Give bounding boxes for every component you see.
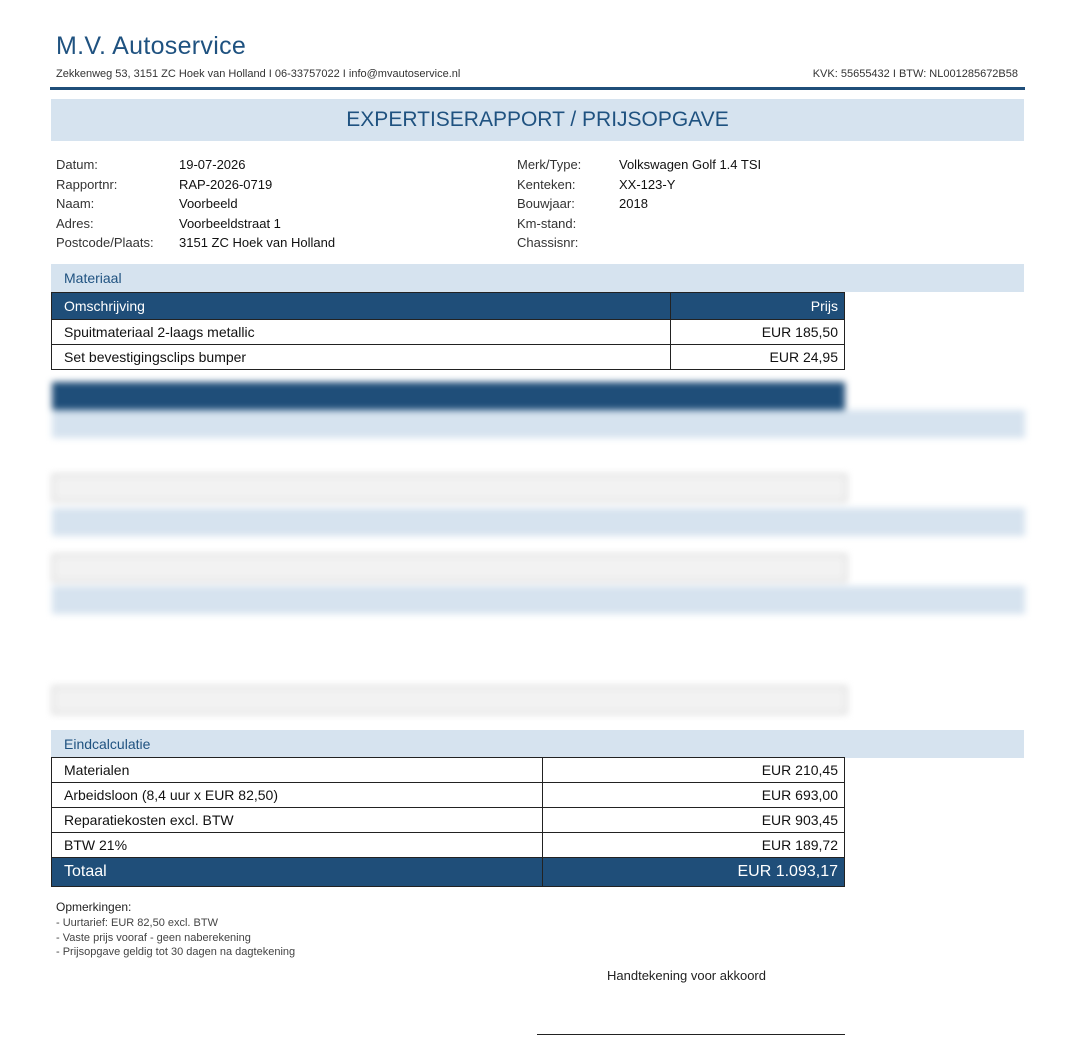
- total-row: [52, 858, 845, 887]
- info-value-naam: Voorbeeld: [179, 196, 238, 211]
- column-header-omschrijving: Omschrijving: [52, 293, 671, 320]
- blurred-total-row: [52, 554, 847, 582]
- table-row: [52, 783, 845, 808]
- blurred-section-bar: [52, 410, 1025, 438]
- blurred-content-region: [48, 380, 1028, 720]
- document-title: EXPERTISERAPPORT / PRIJSOPGAVE: [346, 108, 729, 131]
- signature-label: Handtekening voor akkoord: [607, 968, 766, 983]
- column-header-prijs: Prijs: [671, 293, 845, 320]
- company-address: Zekkenweg 53, 3151 ZC Hoek van Holland I 06-33757022 I info@mvautoservice.nl: [56, 68, 461, 80]
- materiaal-table: [51, 292, 845, 370]
- document-title-bar: [51, 99, 1024, 141]
- info-value-adres: Voorbeeldstraat 1: [179, 216, 281, 231]
- row-description: Set bevestigingsclips bumper: [52, 345, 671, 370]
- company-registration: KVK: 55655432 I BTW: NL001285672B58: [812, 68, 1018, 80]
- info-value-bouwjaar: 2018: [619, 196, 648, 211]
- calc-amount: EUR 210,45: [543, 758, 845, 783]
- row-description: Spuitmateriaal 2-laags metallic: [52, 320, 671, 345]
- calc-label: Arbeidsloon (8,4 uur x EUR 82,50): [52, 783, 543, 808]
- section-eindcalculatie: [51, 730, 1024, 758]
- section-materiaal: [51, 264, 1024, 292]
- info-label-kmstand: Km-stand:: [517, 216, 577, 231]
- blurred-total-row: [52, 474, 847, 502]
- section-title-eindcalculatie: Eindcalculatie: [64, 736, 151, 752]
- blurred-section-bar: [52, 586, 1025, 614]
- info-value-postcode: 3151 ZC Hoek van Holland: [179, 235, 336, 250]
- row-price: EUR 24,95: [671, 345, 845, 370]
- calc-amount: EUR 903,45: [543, 808, 845, 833]
- info-label-rapportnr: Rapportnr:: [56, 177, 118, 192]
- section-title-materiaal: Materiaal: [64, 270, 122, 286]
- remark-line: - Prijsopgave geldig tot 30 dagen na dagtekening: [56, 946, 296, 958]
- calc-label: BTW 21%: [52, 833, 543, 858]
- remarks-block: [56, 900, 295, 960]
- info-label-merk: Merk/Type:: [517, 157, 582, 172]
- info-value-rapportnr: RAP-2026-0719: [179, 177, 273, 192]
- info-label-naam: Naam:: [56, 196, 95, 211]
- calc-amount: EUR 189,72: [543, 833, 845, 858]
- company-name: M.V. Autoservice: [56, 32, 247, 60]
- calc-label: Reparatiekosten excl. BTW: [52, 808, 543, 833]
- info-value-merk: Volkswagen Golf 1.4 TSI: [619, 157, 762, 172]
- signature-line: [537, 1034, 845, 1035]
- info-label-bouwjaar: Bouwjaar:: [517, 196, 575, 211]
- info-label-postcode: Postcode/Plaats:: [56, 235, 154, 250]
- table-header-row: [52, 293, 845, 320]
- info-value-datum: 19-07-2026: [179, 157, 246, 172]
- total-amount: EUR 1.093,17: [543, 858, 845, 887]
- blurred-total-row: [52, 686, 847, 714]
- table-row: [52, 345, 845, 370]
- blurred-table-header: [52, 382, 845, 410]
- table-row: [52, 758, 845, 783]
- remark-line: - Vaste prijs vooraf - geen naberekening: [56, 931, 251, 944]
- header-divider: [50, 87, 1025, 90]
- table-row: [52, 320, 845, 345]
- info-label-chassisnr: Chassisnr:: [517, 235, 579, 250]
- remarks-heading: Opmerkingen:: [56, 900, 132, 914]
- table-row: [52, 833, 845, 858]
- calc-amount: EUR 693,00: [543, 783, 845, 808]
- info-label-adres: Adres:: [56, 216, 94, 231]
- blurred-section-bar: [52, 508, 1025, 536]
- eindcalculatie-table: [51, 757, 845, 887]
- info-value-kenteken: XX-123-Y: [619, 177, 676, 192]
- table-row: [52, 808, 845, 833]
- calc-label: Materialen: [52, 758, 543, 783]
- info-label-datum: Datum:: [56, 157, 98, 172]
- remark-line: - Uurtarief: EUR 82,50 excl. BTW: [56, 917, 218, 929]
- row-price: EUR 185,50: [671, 320, 845, 345]
- info-label-kenteken: Kenteken:: [517, 177, 576, 192]
- total-label: Totaal: [52, 858, 543, 887]
